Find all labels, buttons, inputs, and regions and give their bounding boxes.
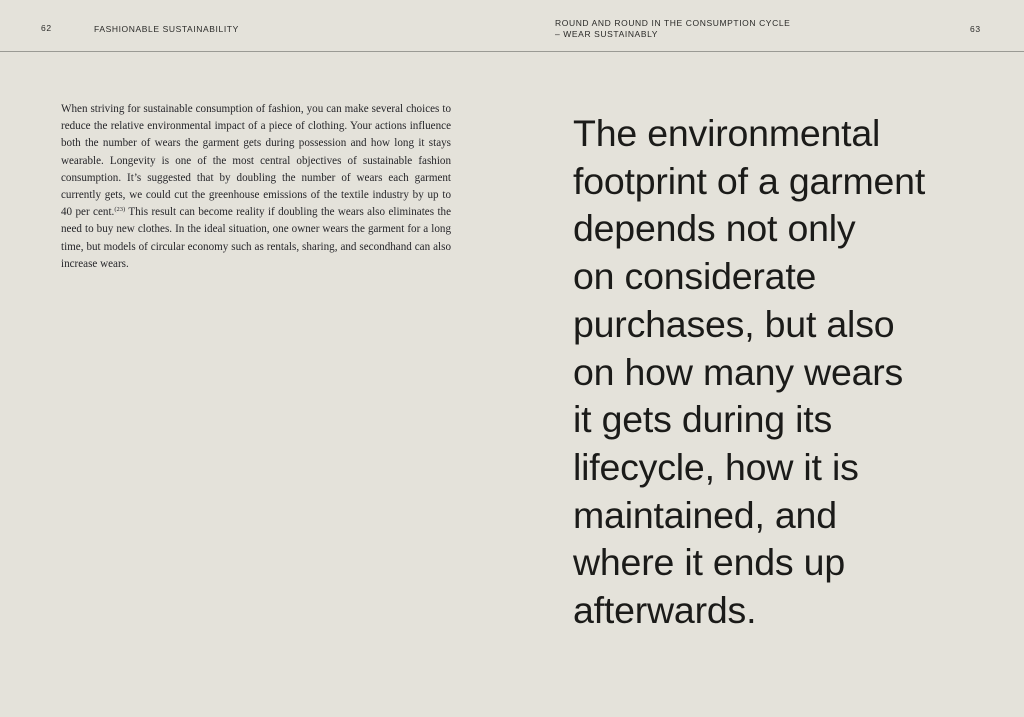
pull-quote-line-2: footprint of a garment [573,159,926,202]
left-page-number: 62 [41,23,52,33]
right-running-title [555,18,790,39]
pull-quote-line-5: purchases, but also [573,302,895,345]
body-paragraph [61,101,451,273]
pull-quote-line-10: where it ends up [573,541,845,584]
header-divider [0,51,1024,52]
body-text-part-2: This result can become reality if doubling the wears also eliminates the need to buy new clothes. In the ideal situation, one owner wears the garment for a long time, but models of circular economy such as rentals, sharing, and secondhand can also increase wears. [61,206,451,270]
pull-quote-line-9: maintained, and [573,493,837,536]
pull-quote-line-3: depends not only [573,207,856,250]
body-text-part-1: When striving for sustainable consumption of fashion, you can make several choices to reduce the relative environmental impact of a piece of clothing. Your actions influence both the number of wears the garment gets during possession and how long it stays wearable. Longevity is one of the most central objectives of sustainable fashion consumption. It’s suggested that by doubling the number of wears each garment currently gets, we could cut the greenhouse emissions of the textile industry by up to 40 per cent. [61,103,451,219]
pull-quote-line-1: The environmental [573,112,881,154]
right-running-title-line-1: ROUND AND ROUND IN THE CONSUMPTION CYCLE [555,18,791,28]
pull-quote-line-4: on considerate [573,255,817,298]
pull-quote-line-6: on how many wears [573,350,904,393]
pull-quote-line-7: it gets during its [573,398,833,441]
pull-quote-line-8: lifecycle, how it is [573,445,859,488]
footnote-reference: (23) [114,206,126,214]
right-page-number: 63 [970,24,981,34]
pull-quote-line-11: afterwards. [573,589,757,632]
right-running-title-line-2: – WEAR SUSTAINABLY [555,28,659,39]
left-running-title: FASHIONABLE SUSTAINABILITY [94,24,239,34]
pull-quote [573,110,993,635]
